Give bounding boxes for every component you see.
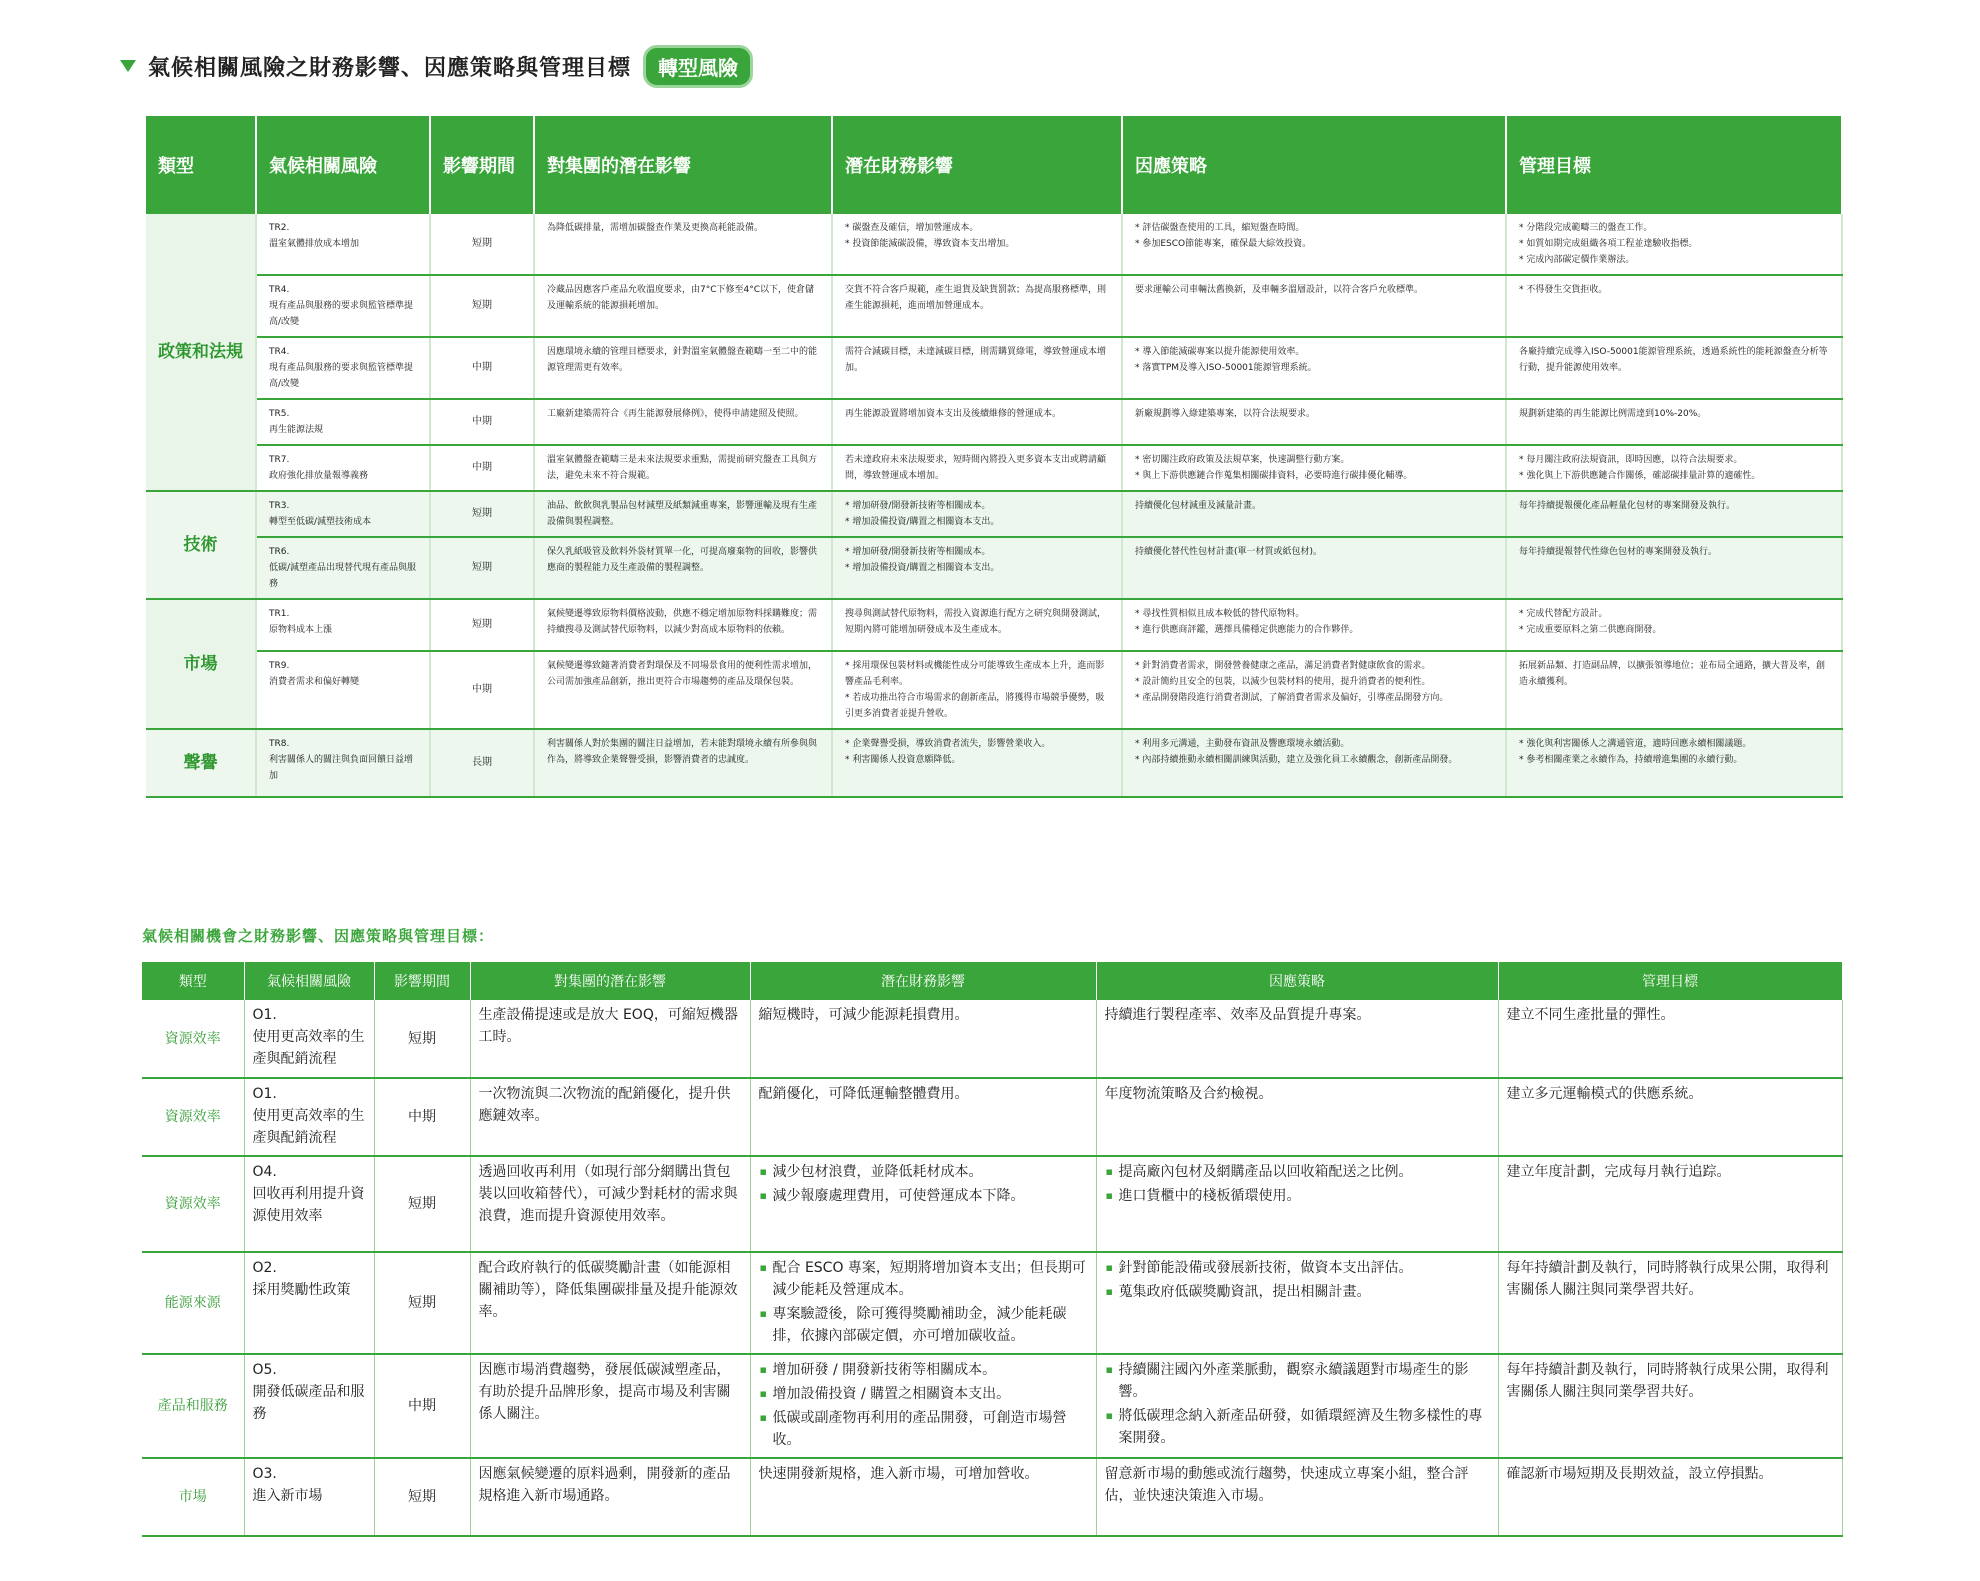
- col-header-risk: 氣候相關風險: [256, 116, 430, 214]
- col-header-type: 類型: [146, 116, 256, 214]
- impact-cell: 溫室氣體盤查範疇三是未來法規要求重點，需提前研究盤查工具與方法，避免未來不符合規範。: [534, 445, 832, 491]
- finance-cell: [750, 1252, 1096, 1354]
- impact-cell: 氣候變遷導致隨著消費者對環保及不同場景食用的便利性需求增加，公司需加強產品創新，推出更符合市場趨勢的產品及環保包裝。: [534, 651, 832, 729]
- table-row: [142, 1156, 1842, 1252]
- risk-id: TR1.: [269, 609, 290, 619]
- strategy-text: 持續進行製程產率、效率及品質提升專案。: [1104, 1007, 1371, 1023]
- category-cell: 政策和法規: [146, 214, 256, 491]
- impact-cell: 因應市場消費趨勢，發展低碳減塑產品，有助於提升品牌形象，提高市場及利害關係人關注。: [470, 1354, 750, 1458]
- target-cell: 每年持續計劃及執行，同時將執行成果公開，取得利害關係人關注與同業學習共好。: [1498, 1354, 1842, 1458]
- period-cell: 中期: [374, 1078, 470, 1156]
- impact-cell: 氣候變遷導致原物料價格波動，供應不穩定增加原物料採購難度；需持續搜尋及測試替代原物料，以減少對高成本原物料的依賴。: [534, 599, 832, 651]
- list-item: ▪ 配合 ESCO 專案，短期將增加資本支出；但長期可減少能耗及營運成本。: [773, 1257, 1088, 1301]
- impact-cell: 工廠新建築需符合《再生能源發展條例》，使得申請建照及使照。: [534, 399, 832, 445]
- impact-cell: 油品、飲飲與乳製品包材減塑及紙類減重專案，影響運輸及現有生產設備與製程調整。: [534, 491, 832, 537]
- risk-cell: [256, 729, 430, 797]
- table-row: [146, 337, 1842, 399]
- risk-cell: [256, 651, 430, 729]
- strategy-cell: [1096, 1078, 1498, 1156]
- col-header-finance: 潛在財務影響: [832, 116, 1122, 214]
- risk-name: 採用獎勵性政策: [252, 1282, 351, 1298]
- list-item: ▪ 增加設備投資 / 購置之相關資本支出。: [773, 1383, 1088, 1405]
- impact-cell: 冷藏品因應客戶產品允收溫度要求，由7°C下修至4°C以下，使倉儲及運輸系統的能源損耗增加。: [534, 275, 832, 337]
- target-cell: * 分階段完成範疇三的盤查工作。 * 如質如期完成組織各項工程並達驗收指標。 * 完成內部碳定價作業辦法。: [1506, 214, 1842, 275]
- table-row: [146, 399, 1842, 445]
- finance-cell: [750, 1156, 1096, 1252]
- target-cell: 規劃新建築的再生能源比例需達到10%-20%。: [1506, 399, 1842, 445]
- category-cell: 市場: [146, 599, 256, 729]
- risk-name: 溫室氣體排放成本增加: [269, 239, 360, 249]
- strategy-list: [1105, 1359, 1490, 1449]
- section1-header: [120, 46, 753, 86]
- finance-list: [759, 1359, 1088, 1451]
- risk-id: O2.: [252, 1260, 277, 1276]
- impact-cell: 利害關係人對於集團的關注日益增加，若未能對環境永續有所參與與作為，將導致企業聲譽受損，影響消費者的忠誠度。: [534, 729, 832, 797]
- strategy-cell: * 導入節能減碳專案以提升能源使用效率。 * 落實TPM及導入ISO-50001能源管理系統。: [1122, 337, 1506, 399]
- target-cell: * 完成代替配方設計。 * 完成重要原料之第二供應商開發。: [1506, 599, 1842, 651]
- period-cell: 中期: [374, 1354, 470, 1458]
- risk-name: 回收再利用提升資源使用效率: [252, 1186, 365, 1224]
- strategy-cell: * 評估碳盤查使用的工具，縮短盤查時間。 * 參加ESCO節能專案，確保最大綜效投資。: [1122, 214, 1506, 275]
- risk-name: 原物料成本上漲: [269, 625, 333, 635]
- list-item: ▪ 蒐集政府低碳獎勵資訊，提出相關計畫。: [1119, 1281, 1490, 1303]
- col-header-impact: 對集團的潛在影響: [470, 962, 750, 1000]
- strategy-text: 年度物流策略及合約檢視。: [1104, 1086, 1273, 1102]
- col-header-target: 管理目標: [1498, 962, 1842, 1000]
- finance-cell: 需符合減碳目標，未達減碳目標，則需購買綠電，導致營運成本增加。: [832, 337, 1122, 399]
- risk-id: TR4.: [269, 285, 290, 295]
- target-cell: 拓展新品類、打造副品牌，以擴張領導地位；並布局全通路，擴大普及率，創造永續獲利。: [1506, 651, 1842, 729]
- risk-id: TR6.: [269, 547, 290, 557]
- target-cell: 每年持續提報優化產品輕量化包材的專案開發及執行。: [1506, 491, 1842, 537]
- table-row: [146, 491, 1842, 537]
- risk-id: O1.: [252, 1007, 277, 1023]
- risk-name: 轉型至低碳/減塑技術成本: [269, 517, 372, 527]
- risk-id: O3.: [252, 1466, 277, 1482]
- impact-cell: 因應環境永續的管理目標要求，針對溫室氣體盤查範疇一至二中的能源管理需更有效率。: [534, 337, 832, 399]
- target-cell: 確認新市場短期及長期效益，設立停損點。: [1498, 1458, 1842, 1536]
- list-item: ▪ 針對節能設備或發展新技術，做資本支出評估。: [1119, 1257, 1490, 1279]
- finance-text: 配銷優化，可降低運輸整體費用。: [758, 1086, 969, 1102]
- risk-name: 低碳/減塑產品出現替代現有產品與服務: [269, 563, 417, 589]
- strategy-cell: * 密切關注政府政策及法規草案，快速調整行動方案。 * 與上下游供應鏈合作蒐集相關碳排資料，必要時進行碳排優化輔導。: [1122, 445, 1506, 491]
- category-cell: 聲譽: [146, 729, 256, 797]
- risk-name: 使用更高效率的生產與配銷流程: [252, 1029, 365, 1067]
- table1-header-row: [146, 116, 1842, 214]
- category-cell: 資源效率: [142, 1000, 244, 1078]
- strategy-cell: * 尋找性質相似且成本較低的替代原物料。 * 進行供應商評鑑，選擇具備穩定供應能力的合作夥伴。: [1122, 599, 1506, 651]
- target-cell: 建立不同生產批量的彈性。: [1498, 1000, 1842, 1078]
- section2-title: 氣候相關機會之財務影響、因應策略與管理目標：: [142, 927, 495, 945]
- strategy-cell: 要求運輸公司車輛汰舊換新，及車輛多溫層設計，以符合客戶允收標準。: [1122, 275, 1506, 337]
- col-header-impact: 對集團的潛在影響: [534, 116, 832, 214]
- risk-name: 政府強化排放量報導義務: [269, 471, 369, 481]
- category-cell: 市場: [142, 1458, 244, 1536]
- finance-cell: 若未達政府未來法規要求，短時間內將投入更多資本支出或聘請顧問，導致營運成本增加。: [832, 445, 1122, 491]
- category-cell: 產品和服務: [142, 1354, 244, 1458]
- list-item: ▪ 進口貨櫃中的棧板循環使用。: [1119, 1185, 1490, 1207]
- risk-name: 利害關係人的關注與負面回饋日益增加: [269, 755, 414, 781]
- strategy-cell: 新廠規劃導入綠建築專案，以符合法規要求。: [1122, 399, 1506, 445]
- impact-cell: 一次物流與二次物流的配銷優化，提升供應鏈效率。: [470, 1078, 750, 1156]
- risk-cell: [244, 1078, 374, 1156]
- finance-cell: 再生能源設置將增加資本支出及後續維修的營運成本。: [832, 399, 1122, 445]
- risk-name: 現有產品與服務的要求與監管標準提高/改變: [269, 363, 414, 389]
- risk-id: O1.: [252, 1086, 277, 1102]
- category-cell: 資源效率: [142, 1156, 244, 1252]
- risk-cell: [256, 214, 430, 275]
- finance-cell: [750, 1000, 1096, 1078]
- table-row: [146, 599, 1842, 651]
- finance-cell: * 採用環保包裝材料或機能性成分可能導致生產成本上升，進而影響產品毛利率。 * 若成功推出符合市場需求的創新產品，將獲得市場競爭優勢，吸引更多消費者並提升營收。: [832, 651, 1122, 729]
- transition-risk-table: [146, 116, 1843, 798]
- finance-cell: * 增加研發/開發新技術等相關成本。 * 增加設備投資/購置之相關資本支出。: [832, 537, 1122, 599]
- finance-cell: [750, 1078, 1096, 1156]
- period-cell: 短期: [374, 1000, 470, 1078]
- strategy-cell: 持續優化替代性包材計畫(單一材質或紙包材)。: [1122, 537, 1506, 599]
- list-item: ▪ 減少報廢處理費用，可使營運成本下降。: [773, 1185, 1088, 1207]
- risk-id: TR5.: [269, 409, 290, 419]
- strategy-cell: [1096, 1156, 1498, 1252]
- period-cell: 短期: [374, 1252, 470, 1354]
- table-row: [142, 1458, 1842, 1536]
- col-header-risk: 氣候相關風險: [244, 962, 374, 1000]
- strategy-text: 留意新市場的動態或流行趨勢，快速成立專案小組，整合評估，並快速決策進入市場。: [1104, 1466, 1469, 1504]
- finance-cell: 搜尋與測試替代原物料，需投入資源進行配方之研究與開發測試，短期內將可能增加研發成本及生產成本。: [832, 599, 1122, 651]
- risk-name: 進入新市場: [252, 1488, 323, 1504]
- impact-cell: 透過回收再利用（如現行部分網購出貨包裝以回收箱替代），可減少對耗材的需求與浪費，進而提升資源使用效率。: [470, 1156, 750, 1252]
- period-cell: 中期: [430, 337, 534, 399]
- col-header-strategy: 因應策略: [1096, 962, 1498, 1000]
- risk-cell: [244, 1156, 374, 1252]
- col-header-period: 影響期間: [374, 962, 470, 1000]
- triangle-down-icon: [120, 60, 136, 72]
- table-row: [146, 651, 1842, 729]
- impact-cell: 配合政府執行的低碳獎勵計畫（如能源相關補助等），降低集團碳排量及提升能源效率。: [470, 1252, 750, 1354]
- risk-id: TR9.: [269, 661, 290, 671]
- risk-name: 使用更高效率的生產與配銷流程: [252, 1108, 365, 1146]
- risk-cell: [256, 491, 430, 537]
- period-cell: 中期: [430, 399, 534, 445]
- period-cell: 短期: [374, 1458, 470, 1536]
- risk-cell: [244, 1252, 374, 1354]
- finance-cell: [750, 1354, 1096, 1458]
- finance-cell: * 企業聲譽受損，導致消費者流失，影響營業收入。 * 利害關係人投資意願降低。: [832, 729, 1122, 797]
- period-cell: 短期: [430, 599, 534, 651]
- period-cell: 長期: [430, 729, 534, 797]
- target-cell: 建立年度計劃，完成每月執行追踪。: [1498, 1156, 1842, 1252]
- period-cell: 中期: [430, 445, 534, 491]
- opportunity-table: [142, 962, 1843, 1537]
- category-cell: 能源來源: [142, 1252, 244, 1354]
- risk-name: 現有產品與服務的要求與監管標準提高/改變: [269, 301, 414, 327]
- period-cell: 短期: [374, 1156, 470, 1252]
- table-row: [146, 275, 1842, 337]
- impact-cell: 為降低碳排量，需增加碳盤查作業及更換高耗能設備。: [534, 214, 832, 275]
- risk-id: TR3.: [269, 501, 290, 511]
- impact-cell: 因應氣候變遷的原料過剩，開發新的產品規格進入新市場通路。: [470, 1458, 750, 1536]
- risk-cell: [256, 275, 430, 337]
- risk-name: 消費者需求和偏好轉變: [269, 677, 360, 687]
- table-row: [142, 1000, 1842, 1078]
- strategy-cell: [1096, 1458, 1498, 1536]
- col-header-type: 類型: [142, 962, 244, 1000]
- target-cell: 各廠持續完成導入ISO-50001能源管理系統，透過系統性的能耗源盤查分析等行動，提升能源使用效率。: [1506, 337, 1842, 399]
- section1-title: 氣候相關風險之財務影響、因應策略與管理目標: [148, 55, 632, 81]
- table-row: [146, 537, 1842, 599]
- table-row: [142, 1354, 1842, 1458]
- finance-text: 快速開發新規格，進入新市場，可增加營收。: [758, 1466, 1039, 1482]
- strategy-list: [1105, 1257, 1490, 1303]
- target-cell: * 不得發生交貨拒收。: [1506, 275, 1842, 337]
- transition-risk-badge: 轉型風險: [643, 45, 753, 88]
- table-row: [146, 729, 1842, 797]
- list-item: ▪ 低碳或副產物再利用的產品開發，可創造市場營收。: [773, 1407, 1088, 1451]
- risk-id: TR8.: [269, 739, 290, 749]
- impact-cell: 生產設備提速或是放大 EOQ，可縮短機器工時。: [470, 1000, 750, 1078]
- risk-id: TR4.: [269, 347, 290, 357]
- list-item: ▪ 提高廠內包材及網購產品以回收箱配送之比例。: [1119, 1161, 1490, 1183]
- category-cell: 資源效率: [142, 1078, 244, 1156]
- target-cell: 每年持續計劃及執行，同時將執行成果公開，取得利害關係人關注與同業學習共好。: [1498, 1252, 1842, 1354]
- risk-name: 開發低碳產品和服務: [252, 1384, 365, 1422]
- period-cell: 短期: [430, 491, 534, 537]
- finance-cell: [750, 1458, 1096, 1536]
- col-header-strategy: 因應策略: [1122, 116, 1506, 214]
- risk-id: TR2.: [269, 223, 290, 233]
- list-item: ▪ 將低碳理念納入新產品研發，如循環經濟及生物多樣性的專案開發。: [1119, 1405, 1490, 1449]
- list-item: ▪ 持續關注國內外產業脈動，觀察永續議題對市場產生的影響。: [1119, 1359, 1490, 1403]
- risk-cell: [256, 599, 430, 651]
- finance-cell: * 增加研發/開發新技術等相關成本。 * 增加設備投資/購置之相關資本支出。: [832, 491, 1122, 537]
- strategy-cell: [1096, 1252, 1498, 1354]
- risk-cell: [256, 445, 430, 491]
- table-row: [142, 1252, 1842, 1354]
- risk-cell: [244, 1000, 374, 1078]
- table-row: [146, 445, 1842, 491]
- risk-cell: [244, 1458, 374, 1536]
- finance-list: [759, 1161, 1088, 1207]
- finance-cell: * 碳盤查及確信，增加營運成本。 * 投資節能減碳設備，導致資本支出增加。: [832, 214, 1122, 275]
- risk-cell: [244, 1354, 374, 1458]
- finance-cell: 交貨不符合客戶規範，產生退貨及缺貨罰款；為提高服務標準，則產生能源損耗，進而增加營運成本。: [832, 275, 1122, 337]
- strategy-cell: [1096, 1000, 1498, 1078]
- table-row: [142, 1078, 1842, 1156]
- table-row: [146, 214, 1842, 275]
- target-cell: 每年持續提報替代性綠色包材的專案開發及執行。: [1506, 537, 1842, 599]
- strategy-cell: * 針對消費者需求，開發營養健康之產品，滿足消費者對健康飲食的需求。 * 設計簡約且安全的包裝，以減少包裝材料的使用，提升消費者的便利性。 * 產品開發階段進行消費者測試，了解消費者需求及偏好，引導產品開發方向。: [1122, 651, 1506, 729]
- period-cell: 短期: [430, 275, 534, 337]
- period-cell: 中期: [430, 651, 534, 729]
- risk-cell: [256, 399, 430, 445]
- risk-id: TR7.: [269, 455, 290, 465]
- target-cell: * 強化與利害關係人之溝通管道，適時回應永續相關議題。 * 參考相關產業之永續作為，持續增進集團的永續行動。: [1506, 729, 1842, 797]
- strategy-list: [1105, 1161, 1490, 1207]
- table2-header-row: [142, 962, 1842, 1000]
- target-cell: 建立多元運輸模式的供應系統。: [1498, 1078, 1842, 1156]
- target-cell: * 每月關注政府法規資訊，即時因應，以符合法規要求。 * 強化與上下游供應鏈合作關係，確認碳排量計算的適確性。: [1506, 445, 1842, 491]
- col-header-target: 管理目標: [1506, 116, 1842, 214]
- strategy-cell: * 利用多元溝通，主動發布資訊及響應環境永續活動。 * 內部持續推動永續相關訓練與活動，建立及強化員工永續觀念，創新產品開發。: [1122, 729, 1506, 797]
- period-cell: 短期: [430, 537, 534, 599]
- category-cell: 技術: [146, 491, 256, 599]
- risk-id: O4.: [252, 1164, 277, 1180]
- list-item: ▪ 專案驗證後，除可獲得獎勵補助金，減少能耗碳排，依據內部碳定價，亦可增加碳收益。: [773, 1303, 1088, 1347]
- finance-text: 縮短機時，可減少能源耗損費用。: [758, 1007, 969, 1023]
- risk-cell: [256, 537, 430, 599]
- strategy-cell: [1096, 1354, 1498, 1458]
- risk-id: O5.: [252, 1362, 277, 1378]
- col-header-period: 影響期間: [430, 116, 534, 214]
- list-item: ▪ 減少包材浪費，並降低耗材成本。: [773, 1161, 1088, 1183]
- list-item: ▪ 增加研發 / 開發新技術等相關成本。: [773, 1359, 1088, 1381]
- risk-name: 再生能源法規: [269, 425, 324, 435]
- finance-list: [759, 1257, 1088, 1347]
- risk-cell: [256, 337, 430, 399]
- strategy-cell: 持續優化包材減重及減量計畫。: [1122, 491, 1506, 537]
- period-cell: 短期: [430, 214, 534, 275]
- impact-cell: 保久乳紙吸管及飲料外袋材質單一化，可提高廢棄物的回收，影響供應商的製程能力及生產設備的製程調整。: [534, 537, 832, 599]
- col-header-finance: 潛在財務影響: [750, 962, 1096, 1000]
